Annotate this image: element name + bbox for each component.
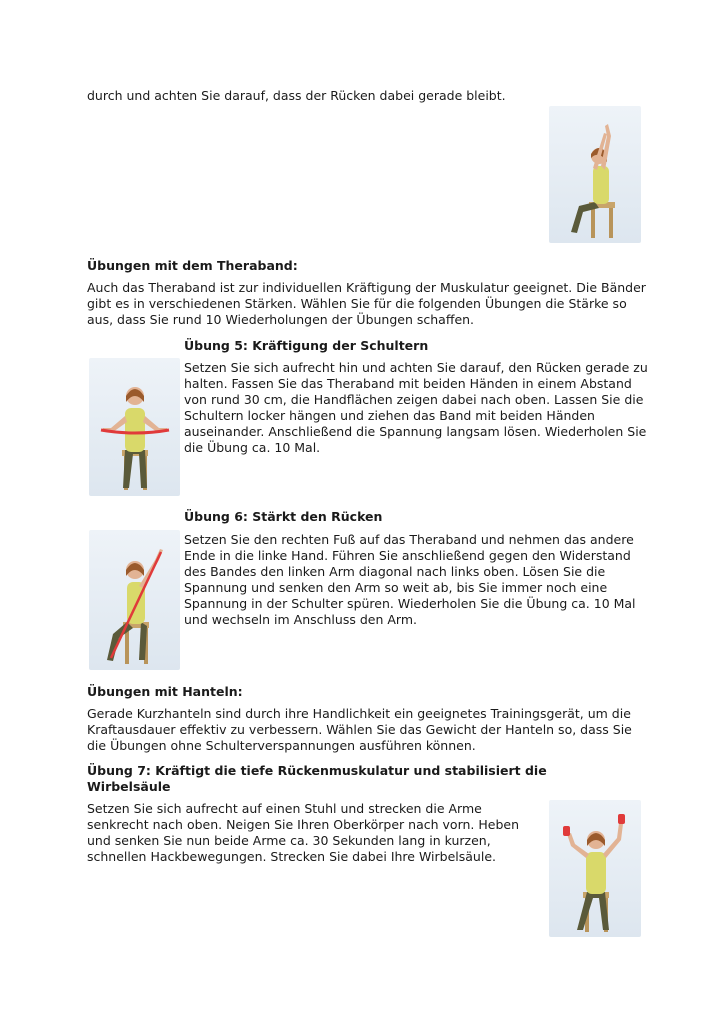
section-paragraph-theraband: Auch das Theraband ist zur individuellen Kräftigung der Muskulatur geeignet. Die Bänder gibt es in verschiedenen Stärken. Wählen Sie für die folgenden Übungen die Stärke so aus, dass Sie rund 10 Wiederholungen der Übungen schaffen. <box>87 280 646 327</box>
exercise-7-photo <box>549 800 641 937</box>
exercise-7-text: Setzen Sie sich aufrecht auf einen Stuhl und strecken die Arme senkrecht nach oben. Neigen Sie Ihren Oberkörper nach vorn. Heben und senken Sie nun beide Arme ca. 30 Sekunden lang in kurzen, schnellen Hackbewegungen. Strecken Sie dabei Ihre Wirbelsäule. <box>87 801 519 864</box>
intro-line: durch und achten Sie darauf, dass der Rücken dabei gerade bleibt. <box>87 88 506 103</box>
exercise-6-title: Übung 6: Stärkt den Rücken <box>184 509 383 524</box>
exercise-5-title: Übung 5: Kräftigung der Schultern <box>184 338 429 353</box>
exercise-6-text: Setzen Sie den rechten Fuß auf das Theraband und nehmen das andere Ende in die linke Hand. Führen Sie anschließend gegen den Widerstand des Bandes den linken Arm diagonal nach links oben. Lösen Sie die Spannung und senken den Arm so weit ab, bis Sie immer noch eine Spannung in der Schulter spüren. Wiederholen Sie die Übung ca. 10 Mal und wechseln im Anschluss den Arm. <box>184 532 636 627</box>
exercise-6-photo <box>89 530 180 670</box>
section-heading-theraband: Übungen mit dem Theraband: <box>87 258 298 273</box>
exercise-7-title: Übung 7: Kräftigt die tiefe Rückenmuskulatur und stabilisiert die Wirbelsäule <box>87 763 547 794</box>
section-paragraph-hanteln: Gerade Kurzhanteln sind durch ihre Handlichkeit ein geeignetes Trainingsgerät, um die Kraftausdauer effektiv zu verbessern. Wählen Sie das Gewicht der Hanteln so, dass Sie die Übungen ohne Schulterverspannungen ausführen können. <box>87 706 632 753</box>
section-heading-hanteln: Übungen mit Hanteln: <box>87 684 243 699</box>
exercise-5-text: Setzen Sie sich aufrecht hin und achten Sie darauf, den Rücken gerade zu halten. Fassen Sie das Theraband mit beiden Händen in einem Abstand von rund 30 cm, die Handflächen zeigen dabei nach oben. Lassen Sie die Schultern locker hängen und ziehen das Band mit beiden Händen auseinander. Anschließend die Spannung langsam lösen. Wiederholen Sie die Übung ca. 10 Mal. <box>184 360 648 455</box>
exercise-photo-stretch <box>549 106 641 243</box>
exercise-5-photo <box>89 358 180 496</box>
